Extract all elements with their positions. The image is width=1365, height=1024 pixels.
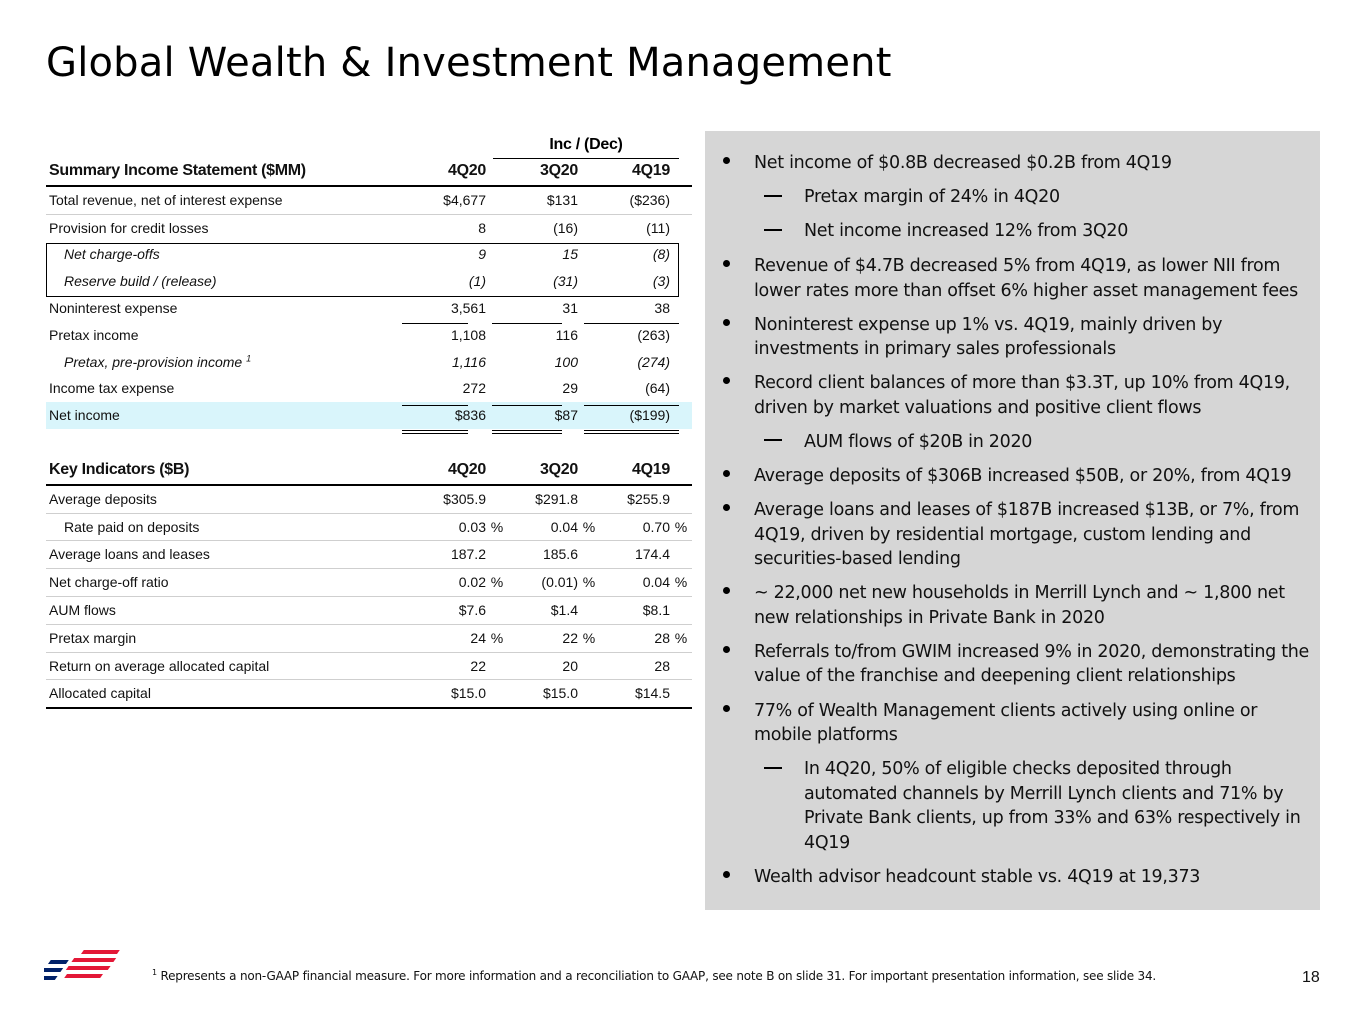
bullet-icon — [723, 319, 730, 326]
footnote-marker: 1 — [152, 968, 157, 977]
table-row: Reserve build / (release) (1) (31) (3) — [64, 273, 670, 290]
double-underline-rule — [492, 433, 562, 434]
column-header: 4Q19 — [600, 457, 670, 485]
table-row: Noninterest expense 3,561 31 38 — [49, 299, 670, 316]
dash-icon — [764, 439, 782, 441]
column-header: Key Indicators ($B) — [46, 457, 420, 485]
footnote-marker: 1 — [246, 352, 252, 363]
bullet-text: investments in primary sales professionals — [754, 339, 1116, 359]
double-underline-rule — [402, 433, 468, 434]
underline-rule — [492, 405, 562, 406]
bullet-text: Noninterest expense up 1% vs. 4Q19, mainly driven by — [754, 315, 1223, 335]
dash-icon — [764, 767, 782, 769]
bullet-icon — [723, 871, 730, 878]
table-row: Pretax income 1,108 116 (263) — [49, 326, 670, 343]
column-header: 3Q20 — [508, 158, 578, 186]
bullet-text: 77% of Wealth Management clients actively using online or — [754, 701, 1258, 721]
sub-bullet-text: 4Q19 — [804, 833, 850, 853]
table-row: Net charge-offs 9 15 (8) — [64, 246, 670, 263]
footnote-text: Represents a non-GAAP financial measure. For more information and a reconciliation to GAAP, see note B on slide 31. For important presentation information, see slide 34. — [160, 969, 1157, 983]
bullet-text: 4Q19, driven by residential mortgage, custom lending and — [754, 525, 1251, 545]
column-header: 3Q20 — [508, 457, 578, 485]
underline-rule — [492, 323, 562, 324]
bullet-text: Revenue of $4.7B decreased 5% from 4Q19, as lower NII from — [754, 256, 1281, 276]
dash-icon — [764, 229, 782, 231]
table-row: AUM flows $7.6 $1.4 $8.1 — [46, 596, 692, 624]
inc-dec-header: Inc / (Dec) — [493, 132, 679, 159]
sub-bullet-text: AUM flows of $20B in 2020 — [804, 432, 1033, 452]
row-label: Pretax, pre-provision income — [64, 353, 243, 370]
bullet-icon — [723, 705, 730, 712]
sub-bullet-text: In 4Q20, 50% of eligible checks deposited through — [804, 759, 1232, 779]
bullet-text: new relationships in Private Bank in 2020 — [754, 608, 1105, 628]
bullet-text: Net income of $0.8B decreased $0.2B from 4Q19 — [754, 153, 1172, 173]
page-number: 18 — [1302, 969, 1320, 986]
table-row: Provision for credit losses 8 (16) (11) — [49, 219, 670, 236]
bullet-text: Wealth advisor headcount stable vs. 4Q19 at 19,373 — [754, 867, 1201, 887]
underline-rule — [402, 405, 468, 406]
bullet-icon — [723, 587, 730, 594]
table-row: Average deposits $305.9 $291.8 $255.9 — [46, 485, 692, 513]
bullet-text: Referrals to/from GWIM increased 9% in 2020, demonstrating the — [754, 642, 1310, 662]
table-row: Average loans and leases 187.2 185.6 174.4 — [46, 541, 692, 569]
footnote — [152, 968, 1156, 983]
table-row: Pretax, pre-provision income $^1$ 1,116 100 (274) — [64, 352, 670, 370]
key-indicators-table — [46, 457, 692, 709]
net-income-row: Net income $836 $87 ($199) — [46, 402, 692, 429]
bullet-icon — [723, 646, 730, 653]
bullet-text: Average deposits of $306B increased $50B, or 20%, from 4Q19 — [754, 466, 1292, 486]
table-header-row — [46, 158, 692, 186]
income-statement-table — [46, 158, 692, 429]
table-row: Rate paid on deposits 0.03 % 0.04 % 0.70 % — [46, 513, 692, 541]
bullet-text: Record client balances of more than $3.3T, up 10% from 4Q19, — [754, 373, 1290, 393]
double-underline-rule — [492, 430, 562, 431]
bullet-icon — [723, 504, 730, 511]
column-header: 4Q20 — [420, 457, 486, 485]
bullet-text: value of the franchise and deepening client relationships — [754, 666, 1236, 686]
bullet-text: driven by market valuations and positive client flows — [754, 398, 1202, 418]
underline-rule — [584, 323, 679, 324]
double-underline-rule — [584, 430, 679, 431]
sub-bullet-text: Private Bank clients, up from 33% and 63% respectively in — [804, 808, 1301, 828]
table-row: Allocated capital $15.0 $15.0 $14.5 — [46, 680, 692, 708]
double-underline-rule — [584, 433, 679, 434]
table-row: Net charge-off ratio 0.02 % (0.01) % 0.04 % — [46, 569, 692, 597]
bullet-icon — [723, 157, 730, 164]
bullet-text: ~ 22,000 net new households in Merrill Lynch and ~ 1,800 net — [754, 583, 1285, 603]
column-header: Summary Income Statement ($MM) — [46, 158, 420, 186]
bullet-text: lower rates more than offset 6% higher asset management fees — [754, 281, 1298, 301]
bullet-text: mobile platforms — [754, 725, 898, 745]
table-row: Pretax margin 24 % 22 % 28 % — [46, 624, 692, 652]
page-title: Global Wealth & Investment Management — [46, 40, 892, 86]
bank-logo-icon — [44, 944, 136, 996]
underline-rule — [402, 323, 468, 324]
sub-bullet-text: Net income increased 12% from 3Q20 — [804, 221, 1129, 241]
bullet-text: Average loans and leases of $187B increased $13B, or 7%, from — [754, 500, 1300, 520]
table-row: Total revenue, net of interest expense $4,677 $131 ($236) — [46, 186, 692, 214]
sub-bullet-text: automated channels by Merrill Lynch clients and 71% by — [804, 784, 1284, 804]
bullet-icon — [723, 260, 730, 267]
bullet-icon — [723, 470, 730, 477]
table-row: Income tax expense 272 29 (64) — [49, 380, 670, 397]
table-row: Return on average allocated capital 22 20 28 — [46, 652, 692, 680]
double-underline-rule — [402, 430, 468, 431]
table-header-row — [46, 457, 692, 485]
underline-rule — [584, 405, 679, 406]
sub-bullet-text: Pretax margin of 24% in 4Q20 — [804, 187, 1060, 207]
bullet-text: securities-based lending — [754, 549, 961, 569]
column-header: 4Q19 — [600, 158, 670, 186]
bullet-icon — [723, 377, 730, 384]
dash-icon — [764, 195, 782, 197]
column-header: 4Q20 — [420, 158, 486, 186]
